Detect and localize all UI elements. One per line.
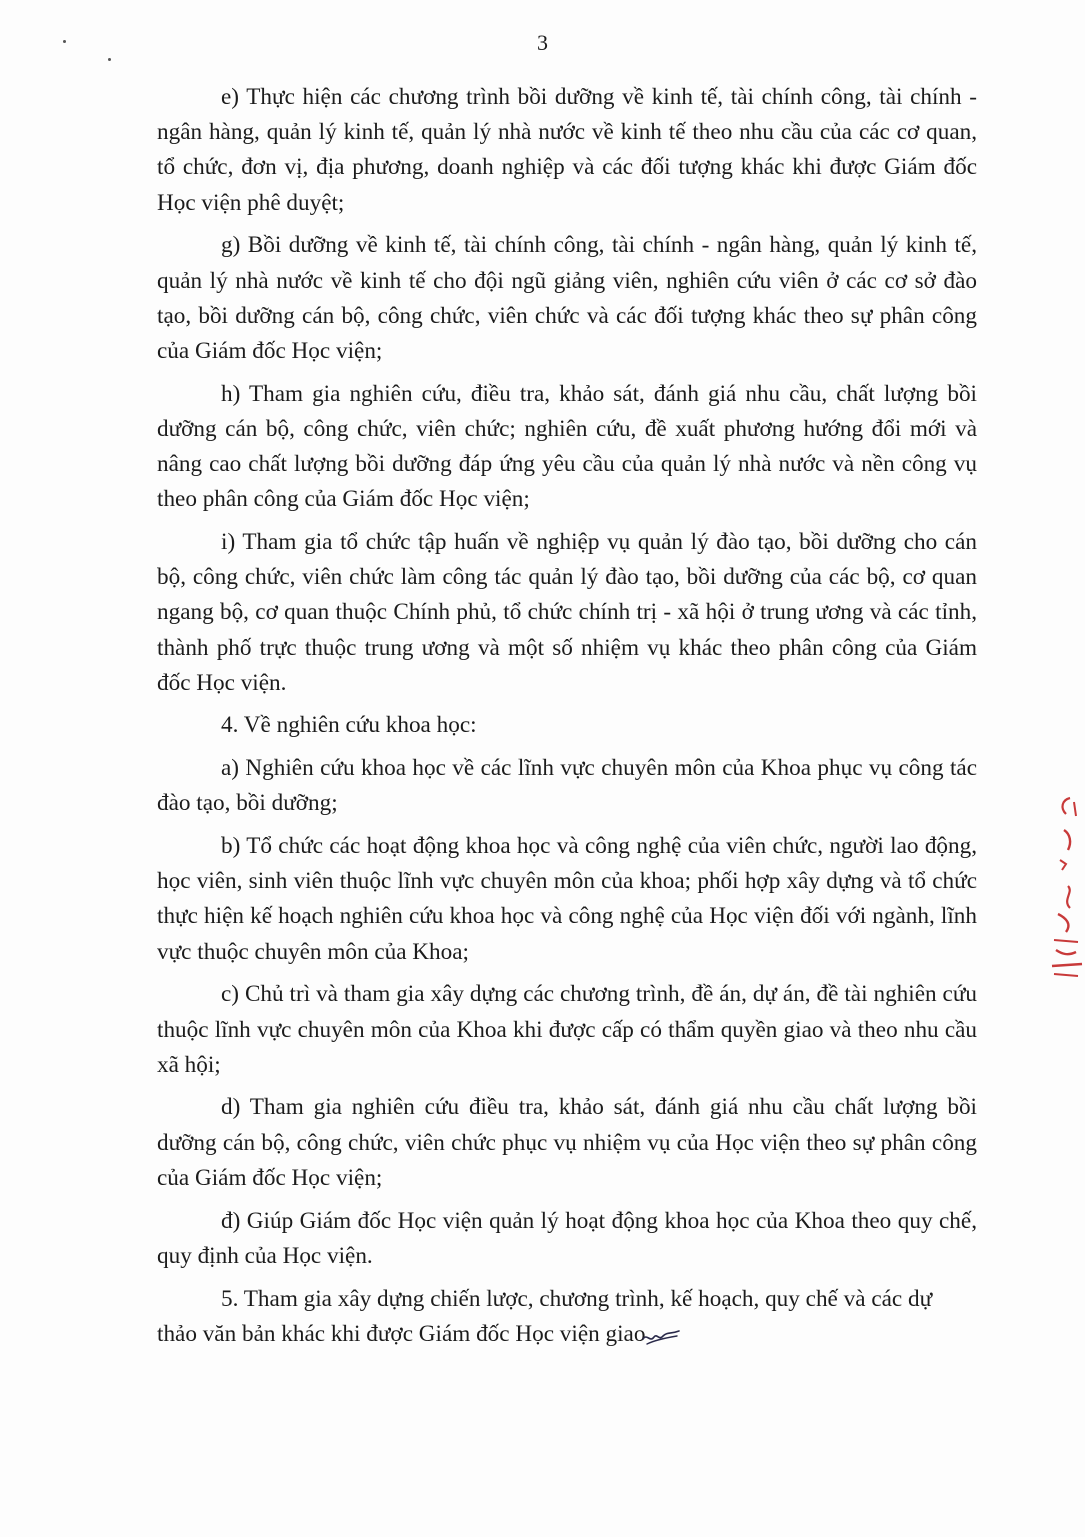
handwritten-initial-mark	[641, 1325, 681, 1347]
paragraph-research-d: d) Tham gia nghiên cứu điều tra, khảo sát, đánh giá nhu cầu chất lượng bồi dưỡng cán bộ, công chức, viên chức phục vụ nhiệm vụ của Học viện theo sự phân công của Giám đốc Học viện;	[157, 1094, 977, 1191]
document-body	[157, 80, 977, 1359]
paragraph-item-5	[157, 1282, 977, 1352]
paragraph-research-a: a) Nghiên cứu khoa học về các lĩnh vực chuyên môn của Khoa phục vụ công tác đào tạo, bồi dưỡng;	[157, 755, 977, 817]
paragraph-g: g) Bồi dưỡng về kinh tế, tài chính công, tài chính - ngân hàng, quản lý kinh tế, quản lý nhà nước về kinh tế cho đội ngũ giảng viên, nghiên cứu viên ở các cơ sở đào tạo, bồi dưỡng cán bộ, công chức, viên chức và các đối tượng khác theo sự phân công của Giám đốc Học viện;	[157, 232, 977, 364]
paragraph-research-dd: đ) Giúp Giám đốc Học viện quản lý hoạt động khoa học của Khoa theo quy chế, quy định của Học viện.	[157, 1207, 977, 1269]
page-number: 3	[537, 30, 548, 55]
paragraph-item-5-text: 5. Tham gia xây dựng chiến lược, chương trình, kế hoạch, quy chế và các dự thảo văn bản khác khi được Giám đốc Học viện giao	[157, 1285, 933, 1347]
paragraph-research-c: c) Chủ trì và tham gia xây dựng các chương trình, đề án, dự án, đề tài nghiên cứu thuộc lĩnh vực chuyên môn của Khoa khi được cấp có thẩm quyền giao và theo nhu cầu xã hội;	[157, 981, 977, 1078]
paragraph-e: e) Thực hiện các chương trình bồi dưỡng về kinh tế, tài chính công, tài chính - ngân hàng, quản lý kinh tế, quản lý nhà nước về kinh tế theo nhu cầu của các cơ quan, tổ chức, đơn vị, địa phương, doanh nghiệp và các đối tượng khác khi được Giám đốc Học viện phê duyệt;	[157, 84, 977, 216]
paragraph-h: h) Tham gia nghiên cứu, điều tra, khảo sát, đánh giá nhu cầu, chất lượng bồi dưỡng cán bộ, công chức, viên chức; nghiên cứu, đề xuất phương hướng đổi mới và nâng cao chất lượng bồi dưỡng đáp ứng yêu cầu của quản lý nhà nước và nền công vụ theo phân công của Giám đốc Học viện;	[157, 380, 977, 513]
paragraph-research-b: b) Tổ chức các hoạt động khoa học và công nghệ của viên chức, người lao động, học viên, sinh viên thuộc lĩnh vực chuyên môn của khoa; phối hợp xây dựng và tổ chức thực hiện kế hoạch nghiên cứu khoa học và công nghệ của Học viện đối với ngành, lĩnh vực thuộc chuyên môn của Khoa;	[157, 833, 977, 965]
section-heading-research: 4. Về nghiên cứu khoa học:	[221, 712, 477, 739]
red-seal-stamp-edge	[1048, 790, 1085, 985]
scan-speck	[108, 58, 111, 61]
paragraph-i: i) Tham gia tổ chức tập huấn về nghiệp vụ quản lý đào tạo, bồi dưỡng cho cán bộ, công chức, viên chức làm công tác quản lý đào tạo, bồi dưỡng của các bộ, cơ quan ngang bộ, cơ quan thuộc Chính phủ, tổ chức chính trị - xã hội ở trung ương và các tỉnh, thành phố trực thuộc trung ương và một số nhiệm vụ khác theo phân công của Giám đốc Học viện.	[157, 528, 977, 696]
